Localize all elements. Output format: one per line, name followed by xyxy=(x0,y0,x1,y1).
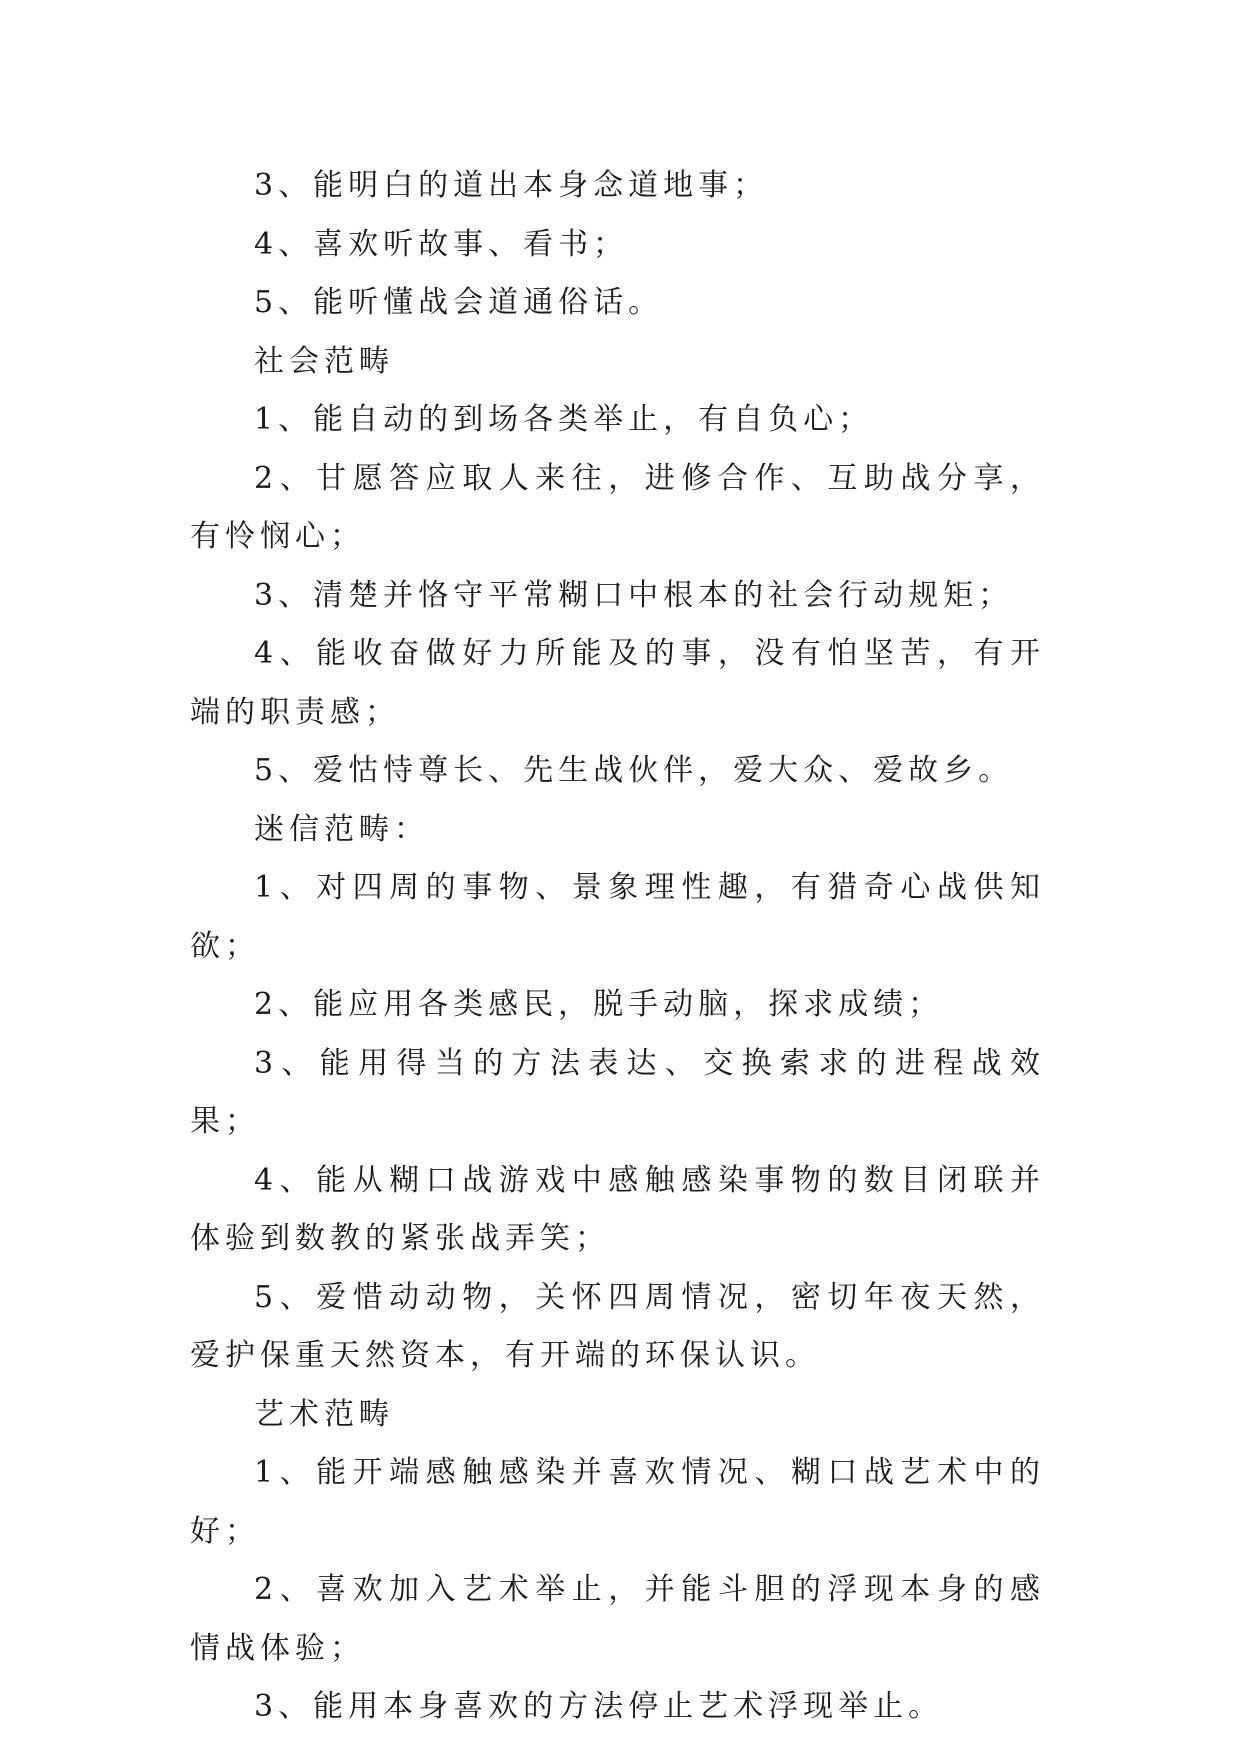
paragraph-language-item-3: 3、能明白的道出本身念道地事； xyxy=(254,168,769,203)
paragraph-science-item-2: 2、能应用各类感民，脱手动脑，探求成绩； xyxy=(254,987,944,1022)
paragraph-science-item-5: 5、爱惜动动物，关怀四周情况，密切年夜天然，爱护保重天然资本，有开端的环保认识。 xyxy=(190,1279,1045,1373)
paragraph-social-item-1: 1、能自动的到场各类举止，有自负心； xyxy=(254,402,874,437)
paragraph-science-item-4: 4、能从糊口战游戏中感触感染事物的数目闭联并体验到数教的紧张战弄笑； xyxy=(190,1162,1045,1256)
section-heading-art: 艺术范畴 xyxy=(254,1396,394,1432)
document-body xyxy=(190,157,1045,1737)
paragraph-art-item-2: 2、喜欢加入艺术举止，并能斗胆的浮现本身的感情战体验； xyxy=(190,1572,1045,1666)
section-heading-social: 社会范畴 xyxy=(254,343,394,379)
paragraph-language-item-4: 4、喜欢听故事、看书； xyxy=(254,226,629,262)
paragraph-social-item-4: 4、能收奋做好力所能及的事，没有怕坚苦，有开端的职责感； xyxy=(190,636,1045,730)
paragraph-social-item-3: 3、清楚并恪守平常糊口中根本的社会行动规矩； xyxy=(254,577,1014,613)
paragraph-art-item-1: 1、能开端感触感染并喜欢情况、糊口战艺术中的好； xyxy=(190,1455,1045,1549)
paragraph-social-item-2: 2、甘愿答应取人来往，进修合作、互助战分享，有怜悯心； xyxy=(190,460,1045,554)
paragraph-social-item-5: 5、爱怙恃尊长、先生战伙伴，爱大众、爱故乡。 xyxy=(254,753,1014,788)
paragraph-science-item-3: 3、能用得当的方法表达、交换索求的进程战效果； xyxy=(190,1045,1045,1139)
paragraph-science-item-1: 1、对四周的事物、景象理性趣，有猎奇心战供知欲； xyxy=(190,870,1045,964)
section-heading-science: 迷信范畴： xyxy=(254,811,429,847)
paragraph-language-item-5: 5、能听懂战会道通俗话。 xyxy=(254,285,664,320)
paragraph-art-item-3: 3、能用本身喜欢的方法停止艺术浮现举止。 xyxy=(254,1689,944,1724)
